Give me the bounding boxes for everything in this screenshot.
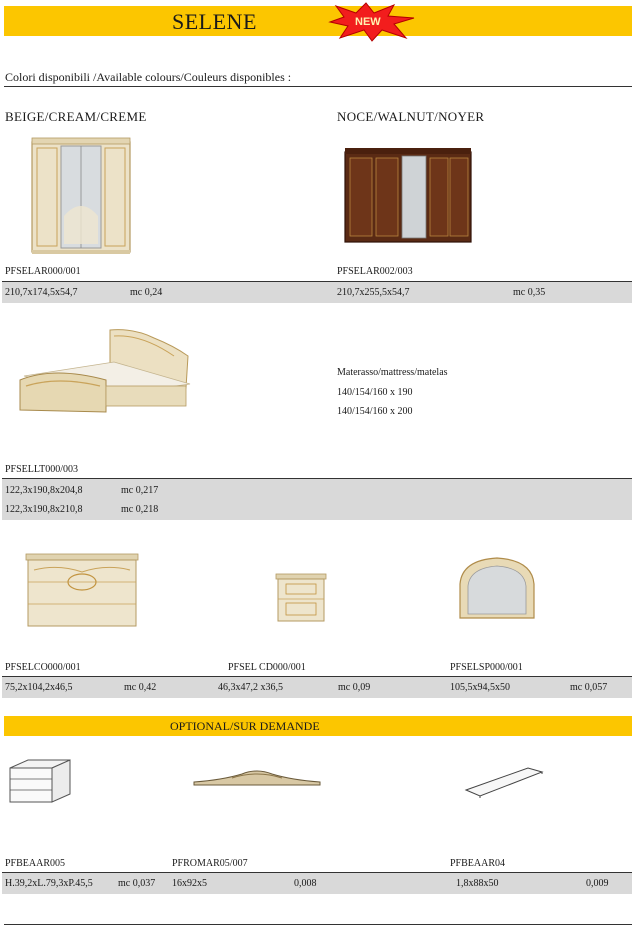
bed-volume-2: mc 0,218 bbox=[121, 504, 159, 515]
wardrobe-beige-dims: 210,7x174,5x54,7 bbox=[5, 287, 78, 298]
optional-code-1: PFBEAAR005 bbox=[5, 858, 66, 869]
shelf-panel-image bbox=[462, 764, 546, 800]
optional-title: OPTIONAL/SUR DEMANDE bbox=[170, 719, 320, 733]
divider bbox=[2, 281, 632, 282]
new-badge bbox=[322, 2, 418, 42]
bottom-divider bbox=[4, 924, 632, 925]
dresser-dims: 75,2x104,2x46,5 bbox=[5, 682, 73, 693]
mirror-dims: 105,5x94,5x50 bbox=[450, 682, 510, 693]
drawer-box-image bbox=[6, 756, 74, 806]
divider bbox=[2, 872, 632, 873]
mattress-size-2: 140/154/160 x 200 bbox=[337, 406, 413, 417]
optional-code-2: PFROMAR05/007 bbox=[172, 858, 248, 869]
case-goods-spec-band bbox=[2, 676, 632, 698]
divider bbox=[2, 478, 632, 479]
nightstand-image bbox=[274, 572, 328, 624]
new-badge-label: NEW bbox=[355, 16, 381, 28]
optional-spec-band bbox=[2, 872, 632, 894]
dresser-image bbox=[22, 550, 142, 630]
divider bbox=[4, 86, 632, 87]
mirror-code: PFSELSP000/001 bbox=[450, 662, 523, 673]
wardrobe-beige-volume: mc 0,24 bbox=[130, 287, 163, 298]
optional-dims-3: 1,8x88x50 bbox=[456, 878, 499, 889]
wardrobe-beige-code: PFSELAR000/001 bbox=[5, 266, 81, 277]
wardrobe-walnut-dims: 210,7x255,5x54,7 bbox=[337, 287, 410, 298]
page-title: SELENE bbox=[172, 9, 257, 34]
optional-volume-3: 0,009 bbox=[586, 878, 609, 889]
wardrobe-walnut-image bbox=[342, 146, 474, 246]
dresser-code: PFSELCO000/001 bbox=[5, 662, 81, 673]
optional-volume-1: mc 0,037 bbox=[118, 878, 156, 889]
optional-dims-2: 16x92x5 bbox=[172, 878, 207, 889]
finish-heading-walnut: NOCE/WALNUT/NOYER bbox=[337, 109, 485, 124]
available-colours-label: Colori disponibili /Available colours/Couleurs disponibles : bbox=[5, 70, 292, 84]
finish-heading-beige: BEIGE/CREAM/CREME bbox=[5, 109, 147, 124]
optional-volume-2: 0,008 bbox=[294, 878, 317, 889]
wardrobe-walnut-volume: mc 0,35 bbox=[513, 287, 546, 298]
wardrobe-walnut-code: PFSELAR002/003 bbox=[337, 266, 413, 277]
bed-code: PFSELLT000/003 bbox=[5, 464, 78, 475]
bed-dims-2: 122,3x190,8x210,8 bbox=[5, 504, 83, 515]
bed-dims-1: 122,3x190,8x204,8 bbox=[5, 485, 83, 496]
nightstand-volume: mc 0,09 bbox=[338, 682, 371, 693]
bed-spec-band bbox=[2, 478, 632, 520]
bed-image bbox=[14, 326, 198, 414]
bed-volume-1: mc 0,217 bbox=[121, 485, 159, 496]
mirror-image bbox=[452, 554, 542, 624]
optional-code-3: PFBEAAR04 bbox=[450, 858, 506, 869]
header-band bbox=[4, 6, 632, 36]
mattress-size-1: 140/154/160 x 190 bbox=[337, 387, 413, 398]
wardrobe-beige-image bbox=[28, 136, 134, 256]
nightstand-code: PFSEL CD000/001 bbox=[228, 662, 306, 673]
mirror-volume: mc 0,057 bbox=[570, 682, 608, 693]
crown-molding-image bbox=[192, 766, 322, 788]
divider bbox=[2, 676, 632, 677]
dresser-volume: mc 0,42 bbox=[124, 682, 157, 693]
mattress-label: Materasso/mattress/matelas bbox=[337, 367, 448, 378]
optional-dims-1: H.39,2xL.79,3xP.45,5 bbox=[5, 878, 93, 889]
nightstand-dims: 46,3x47,2 x36,5 bbox=[218, 682, 283, 693]
